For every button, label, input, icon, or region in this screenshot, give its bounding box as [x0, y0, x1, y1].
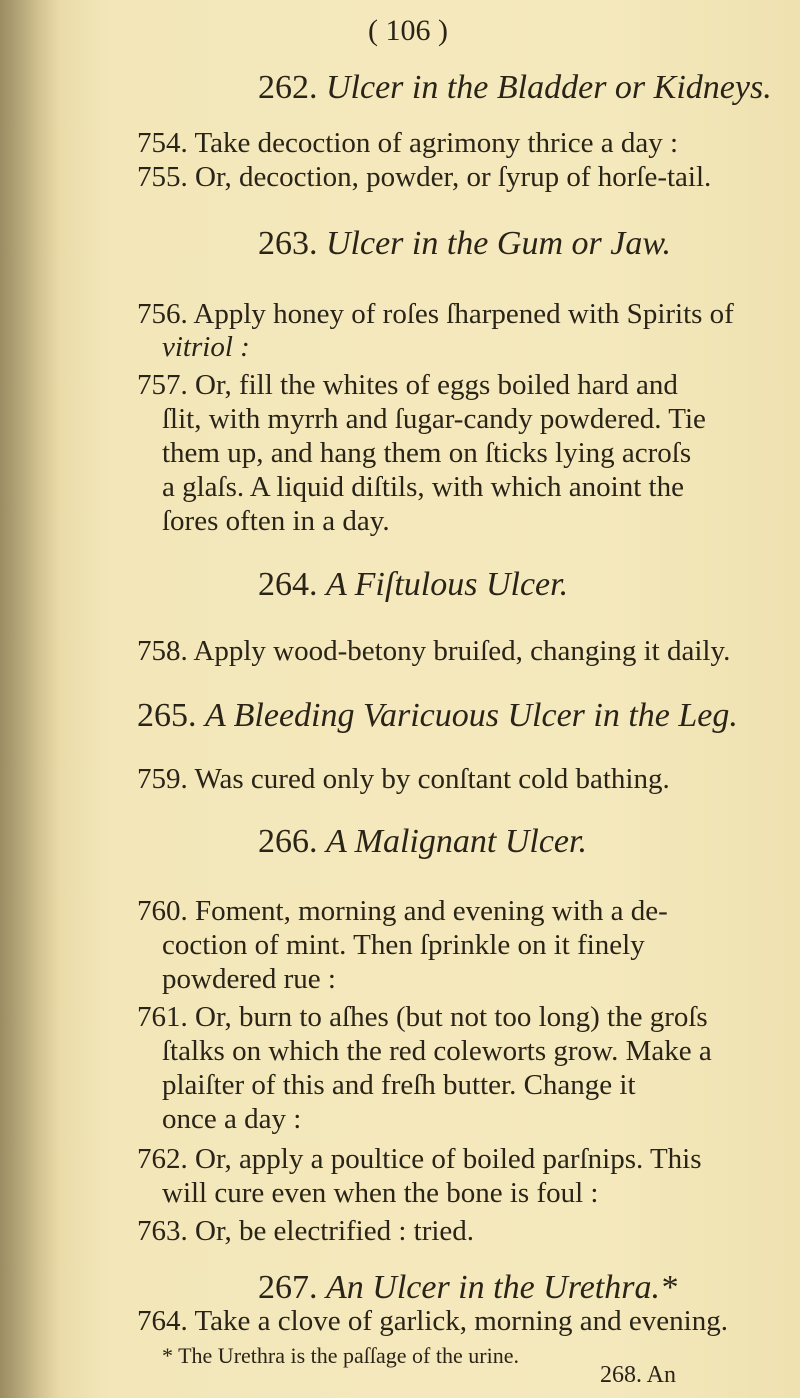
entry-757-line1: 757. Or, fill the whites of eggs boiled hard and	[137, 369, 678, 401]
section-heading-262	[258, 68, 772, 108]
section-heading-263	[258, 224, 671, 264]
entry-761-line1: 761. Or, burn to aſhes (but not too long) the groſs	[137, 1001, 708, 1033]
heading-title: Ulcer in the Bladder or Kidneys.	[326, 69, 772, 106]
entry-761-line2: ſtalks on which the red coleworts grow. Make a	[162, 1035, 712, 1067]
heading-title: Ulcer in the Gum or Jaw.	[326, 225, 671, 262]
entry-760-line2: coction of mint. Then ſprinkle on it finely	[162, 929, 645, 961]
footnote: * The Urethra is the paſſage of the urine.	[162, 1343, 519, 1368]
entry-755: 755. Or, decoction, powder, or ſyrup of horſe-tail.	[137, 161, 712, 193]
heading-number: 263.	[258, 225, 318, 262]
entry-758: 758. Apply wood-betony bruiſed, changing it daily.	[137, 635, 731, 667]
entry-761-line3: plaiſter of this and freſh butter. Change it	[162, 1069, 636, 1101]
entry-757-line5: ſores often in a day.	[162, 505, 390, 537]
section-heading-265	[137, 696, 738, 736]
heading-title: An Ulcer in the Urethra.*	[326, 1269, 677, 1306]
entry-756-line1: 756. Apply honey of roſes ſharpened with Spirits of	[137, 298, 734, 330]
heading-number: 267.	[258, 1269, 318, 1306]
entry-760-line1: 760. Foment, morning and evening with a de-	[137, 895, 668, 927]
entry-763: 763. Or, be electrified : tried.	[137, 1215, 475, 1247]
entry-757-line2: ſlit, with myrrh and ſugar-candy powdered. Tie	[162, 403, 706, 435]
entry-762-line2: will cure even when the bone is foul :	[162, 1177, 599, 1209]
entry-756-line2: vitriol :	[162, 331, 250, 363]
entry-757-line3: them up, and hang them on ſticks lying acroſs	[162, 437, 692, 469]
heading-title: A Fiſtulous Ulcer.	[326, 566, 569, 603]
catchword: 268. An	[600, 1362, 677, 1388]
heading-number: 262.	[258, 69, 318, 106]
entry-754: 754. Take decoction of agrimony thrice a day :	[137, 127, 679, 159]
section-heading-264	[258, 565, 568, 605]
entry-759: 759. Was cured only by conſtant cold bathing.	[137, 763, 670, 795]
entry-762-line1: 762. Or, apply a poultice of boiled parſnips. This	[137, 1143, 702, 1175]
page-gutter-shadow	[0, 0, 60, 1398]
entry-764: 764. Take a clove of garlick, morning and evening.	[137, 1305, 728, 1337]
page-number: ( 106 )	[368, 14, 448, 47]
section-heading-267	[258, 1268, 677, 1308]
entry-761-line4: once a day :	[162, 1103, 302, 1135]
heading-title: A Bleeding Varicuous Ulcer in the Leg.	[205, 697, 738, 734]
heading-number: 264.	[258, 566, 318, 603]
entry-760-line3: powdered rue :	[162, 963, 336, 995]
heading-number: 265.	[137, 697, 197, 734]
heading-title: A Malignant Ulcer.	[326, 823, 587, 860]
entry-757-line4: a glaſs. A liquid diſtils, with which anoint the	[162, 471, 684, 503]
heading-number: 266.	[258, 823, 318, 860]
section-heading-266	[258, 822, 587, 862]
